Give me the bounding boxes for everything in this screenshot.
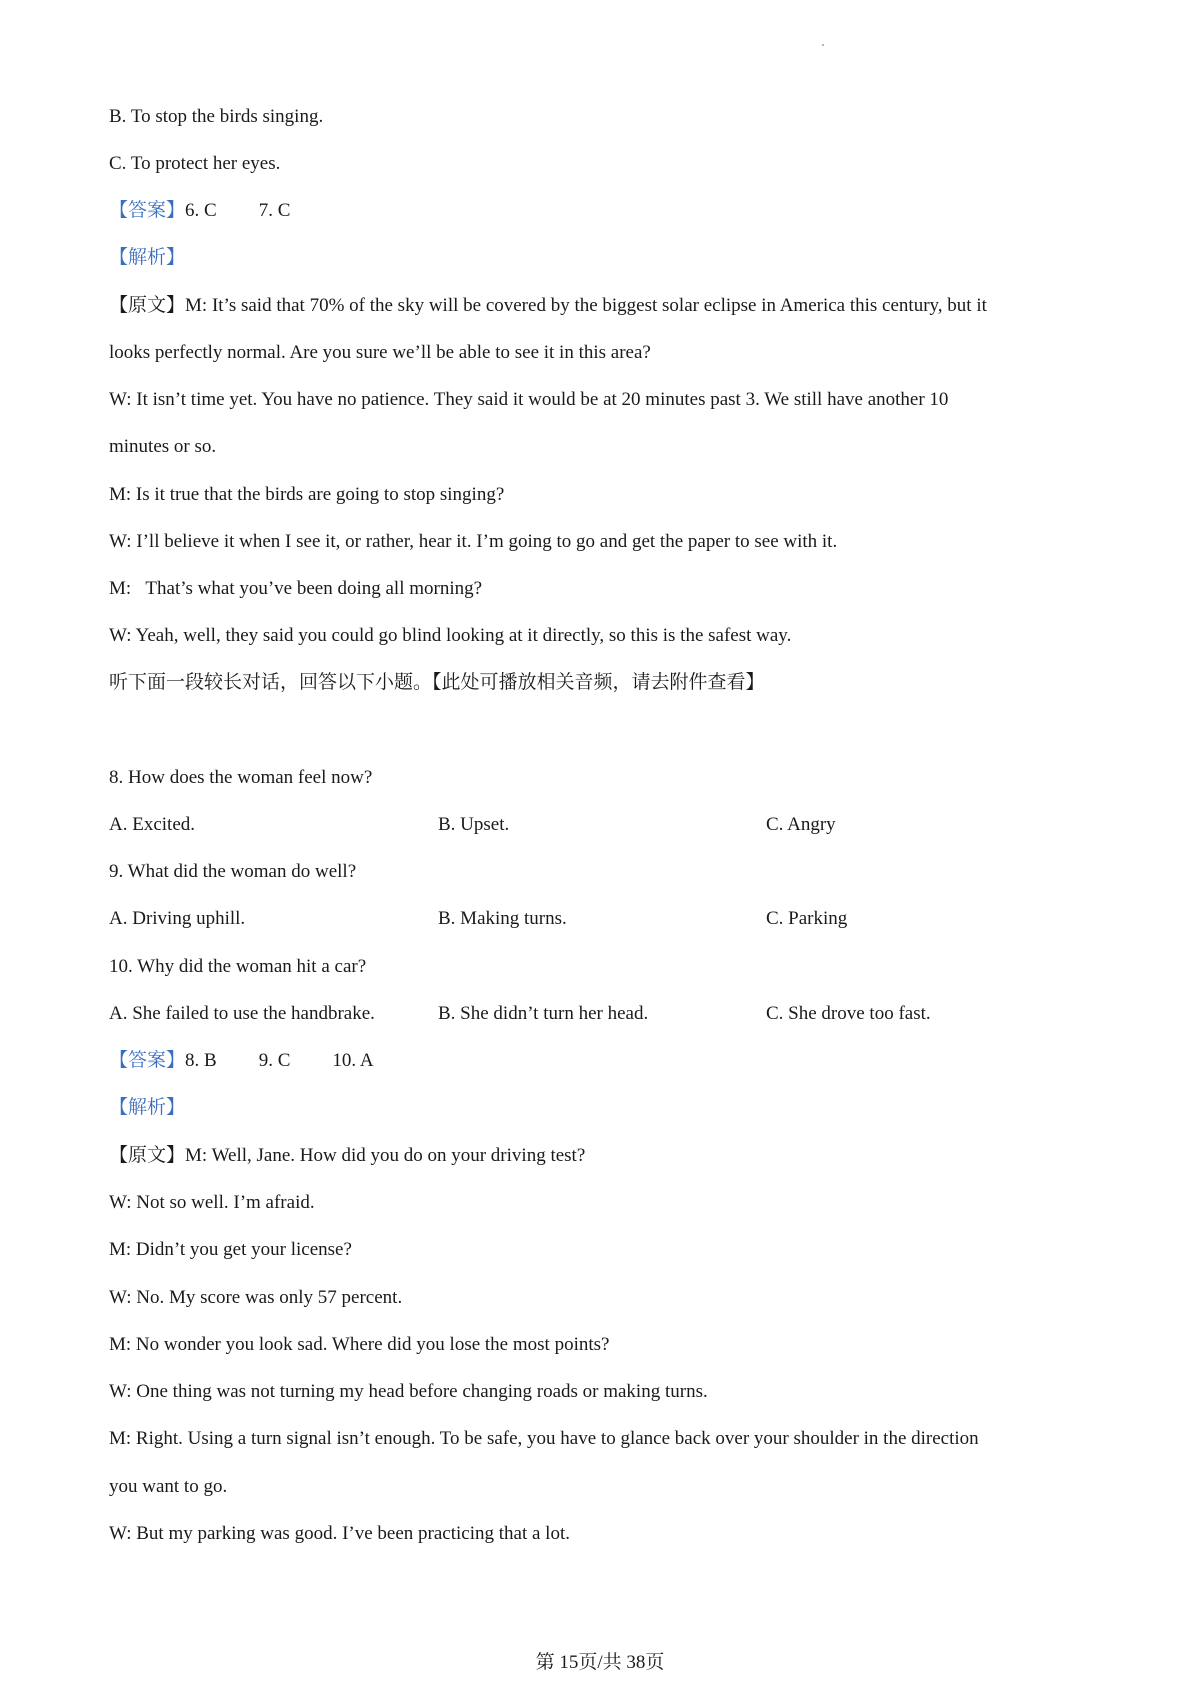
page-number-footer: 第 15页/共 38页	[535, 1652, 665, 1673]
transcript-1-line-1: looks perfectly normal. Are you sure we’ll be able to see it in this area?	[109, 342, 651, 363]
transcript-2-line-8: W: But my parking was good. I’ve been practicing that a lot.	[109, 1523, 570, 1544]
transcript-1-line-7: W: Yeah, well, they said you could go blind looking at it directly, so this is the safest way.	[109, 625, 792, 646]
answer-item: 8. B	[185, 1050, 217, 1071]
answer-item: 6. C	[185, 200, 217, 221]
answer-item: 10. A	[332, 1050, 374, 1071]
question-8-option-b: B. Upset.	[438, 814, 510, 835]
question-8-option-c: C. Angry	[766, 814, 836, 835]
question-10-option-c: C. She drove too fast.	[766, 1003, 931, 1024]
question-9-option-b: B. Making turns.	[438, 908, 567, 929]
analysis-tag-1: 【解析】	[109, 247, 186, 268]
transcript-text: M: It’s said that 70% of the sky will be covered by the biggest solar eclipse in America this century, but it	[185, 295, 987, 316]
transcript-2-line-0	[109, 1145, 585, 1167]
transcript-2-line-3: W: No. My score was only 57 percent.	[109, 1287, 403, 1308]
question-10: 10. Why did the woman hit a car?	[109, 956, 367, 977]
header-dot-mark	[822, 44, 824, 46]
original-tag: 【原文】	[109, 295, 186, 316]
q7-option-c: C. To protect her eyes.	[109, 153, 281, 174]
transcript-2-line-6: M: Right. Using a turn signal isn’t enough. To be safe, you have to glance back over your shoulder in the direction	[109, 1428, 979, 1449]
original-tag: 【原文】	[109, 1145, 186, 1166]
question-8-option-a: A. Excited.	[109, 814, 196, 835]
transcript-1-line-6: M: That’s what you’ve been doing all morning?	[109, 578, 483, 599]
transcript-1-line-5: W: I’ll believe it when I see it, or rather, hear it. I’m going to go and get the paper to see with it.	[109, 531, 838, 552]
transcript-1-line-0	[109, 295, 987, 317]
transcript-2-line-2: M: Didn’t you get your license?	[109, 1239, 352, 1260]
question-9: 9. What did the woman do well?	[109, 861, 357, 882]
transcript-2-line-5: W: One thing was not turning my head before changing roads or making turns.	[109, 1381, 708, 1402]
transcript-1-line-3: minutes or so.	[109, 436, 217, 457]
question-9-option-c: C. Parking	[766, 908, 848, 929]
transcript-2-line-7: you want to go.	[109, 1476, 228, 1497]
analysis-tag-2: 【解析】	[109, 1097, 186, 1118]
listening-instruction: 听下面一段较长对话，回答以下小题。【此处可播放相关音频，请去附件查看】	[109, 672, 765, 693]
answer-item: 7. C	[258, 200, 291, 221]
answer-tag: 【答案】	[109, 1050, 186, 1071]
transcript-1-line-2: W: It isn’t time yet. You have no patience. They said it would be at 20 minutes past 3. We still have another 10	[109, 389, 949, 410]
question-10-option-b: B. She didn’t turn her head.	[438, 1003, 649, 1024]
answer-tag: 【答案】	[109, 200, 186, 221]
answer-item: 9. C	[258, 1050, 291, 1071]
question-9-option-a: A. Driving uphill.	[109, 908, 246, 929]
question-10-option-a: A. She failed to use the handbrake.	[109, 1003, 375, 1024]
answer-line-1	[109, 200, 290, 222]
transcript-1-line-4: M: Is it true that the birds are going to stop singing?	[109, 484, 505, 505]
transcript-2-line-4: M: No wonder you look sad. Where did you lose the most points?	[109, 1334, 610, 1355]
transcript-text: M: Well, Jane. How did you do on your driving test?	[185, 1145, 586, 1166]
transcript-2-line-1: W: Not so well. I’m afraid.	[109, 1192, 315, 1213]
q7-option-b: B. To stop the birds singing.	[109, 106, 324, 127]
question-8: 8. How does the woman feel now?	[109, 767, 373, 788]
answer-line-2	[109, 1050, 374, 1072]
